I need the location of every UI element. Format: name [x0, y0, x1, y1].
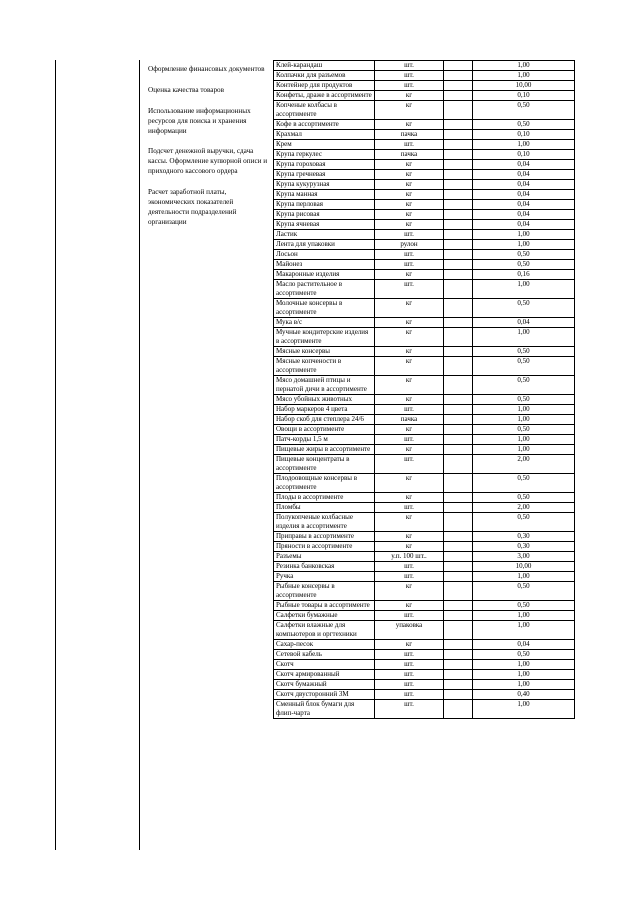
unit-cell: шт.	[375, 572, 444, 582]
table-row	[274, 670, 575, 680]
unit-cell: кг	[375, 190, 444, 200]
item-name-cell: Крупа манная	[274, 190, 375, 200]
empty-cell	[444, 513, 473, 532]
quantity-cell: 1,00	[473, 621, 575, 640]
unit-cell: кг	[375, 582, 444, 601]
empty-cell	[444, 660, 473, 670]
competency-item: Оформление финансовых документов	[148, 65, 265, 73]
quantity-cell: 1,00	[473, 230, 575, 240]
quantity-cell: 0,04	[473, 640, 575, 650]
quantity-cell: 1,00	[473, 445, 575, 455]
unit-cell: кг	[375, 493, 444, 503]
unit-cell: кг	[375, 347, 444, 357]
item-name-cell: Ручка	[274, 572, 375, 582]
table-row	[274, 611, 575, 621]
unit-cell: у.п. 100 шт..	[375, 552, 444, 562]
unit-cell: кг	[375, 542, 444, 552]
item-name-cell: Пряности в ассортименте	[274, 542, 375, 552]
empty-cell	[444, 562, 473, 572]
item-name-cell: Мучные кондитерские изделия в ассортименте	[274, 328, 375, 347]
item-name-cell: Лента для упаковки	[274, 240, 375, 250]
quantity-cell: 0,04	[473, 200, 575, 210]
quantity-cell: 1,00	[473, 240, 575, 250]
quantity-cell: 0,50	[473, 601, 575, 611]
item-name-cell: Клей-карандаш	[274, 61, 375, 71]
empty-cell	[444, 230, 473, 240]
unit-cell: кг	[375, 299, 444, 318]
unit-cell: шт.	[375, 455, 444, 474]
item-name-cell: Крупа гороховая	[274, 160, 375, 170]
table-row	[274, 328, 575, 347]
unit-cell: кг	[375, 532, 444, 542]
unit-cell: кг	[375, 160, 444, 170]
item-name-cell: Мясные консервы	[274, 347, 375, 357]
item-name-cell: Скотч бумажный	[274, 680, 375, 690]
quantity-cell: 1,00	[473, 280, 575, 299]
quantity-cell: 1,00	[473, 328, 575, 347]
empty-cell	[444, 474, 473, 493]
table-row	[274, 160, 575, 170]
unit-cell: кг	[375, 270, 444, 280]
unit-cell: кг	[375, 445, 444, 455]
unit-cell: шт.	[375, 280, 444, 299]
item-name-cell: Мука в/с	[274, 318, 375, 328]
empty-cell	[444, 190, 473, 200]
unit-cell: шт.	[375, 611, 444, 621]
competency-item: Подсчет денежной выручки, сдача кассы. Оформление купюрной описи и приходного кассового ордера	[148, 147, 268, 176]
item-name-cell: Полукопченые колбасные изделия в ассортименте	[274, 513, 375, 532]
unit-cell: кг	[375, 601, 444, 611]
item-name-cell: Майонез	[274, 260, 375, 270]
quantity-cell: 0,04	[473, 160, 575, 170]
item-name-cell: Плоды в ассортименте	[274, 493, 375, 503]
unit-cell: кг	[375, 395, 444, 405]
quantity-cell: 0,50	[473, 493, 575, 503]
unit-cell: шт.	[375, 680, 444, 690]
quantity-cell: 10,00	[473, 562, 575, 572]
unit-cell: шт.	[375, 700, 444, 719]
item-name-cell: Ластик	[274, 230, 375, 240]
inventory-table	[273, 60, 575, 719]
item-name-cell: Рыбные товары в ассортименте	[274, 601, 375, 611]
empty-cell	[444, 572, 473, 582]
table-row	[274, 700, 575, 719]
table-row	[274, 395, 575, 405]
quantity-cell: 0,50	[473, 425, 575, 435]
table-row	[274, 318, 575, 328]
competency-item: Использование информационных ресурсов для поиска и хранения информации	[148, 106, 251, 135]
item-name-cell: Пищевые жиры в ассортименте	[274, 445, 375, 455]
table-row	[274, 582, 575, 601]
table-row	[274, 280, 575, 299]
empty-cell	[444, 61, 473, 71]
item-name-cell: Крупа геркулес	[274, 150, 375, 160]
quantity-cell: 1,00	[473, 61, 575, 71]
unit-cell: кг	[375, 101, 444, 120]
quantity-cell: 0,10	[473, 91, 575, 101]
empty-cell	[444, 395, 473, 405]
unit-cell: пачка	[375, 150, 444, 160]
unit-cell: кг	[375, 91, 444, 101]
quantity-cell: 0,50	[473, 474, 575, 493]
table-row	[274, 270, 575, 280]
unit-cell: кг	[375, 318, 444, 328]
column-divider	[139, 60, 140, 850]
item-name-cell: Крупа ячневая	[274, 220, 375, 230]
quantity-cell: 1,00	[473, 611, 575, 621]
table-row	[274, 660, 575, 670]
item-name-cell: Плодоовощные консервы в ассортименте	[274, 474, 375, 493]
quantity-cell: 0,50	[473, 650, 575, 660]
table-row	[274, 435, 575, 445]
empty-cell	[444, 71, 473, 81]
unit-cell: кг	[375, 180, 444, 190]
empty-cell	[444, 250, 473, 260]
item-name-cell: Скотч двусторонний 3М	[274, 690, 375, 700]
empty-cell	[444, 582, 473, 601]
competency-list	[148, 64, 274, 238]
table-row	[274, 425, 575, 435]
table-row	[274, 170, 575, 180]
table-row	[274, 101, 575, 120]
table-row	[274, 455, 575, 474]
table-row	[274, 180, 575, 190]
empty-cell	[444, 120, 473, 130]
item-name-cell: Крупа гречневая	[274, 170, 375, 180]
quantity-cell: 1,00	[473, 71, 575, 81]
empty-cell	[444, 299, 473, 318]
table-row	[274, 81, 575, 91]
item-name-cell: Скотч	[274, 660, 375, 670]
quantity-cell: 0,50	[473, 376, 575, 395]
empty-cell	[444, 91, 473, 101]
quantity-cell: 2,00	[473, 455, 575, 474]
unit-cell: кг	[375, 120, 444, 130]
empty-cell	[444, 280, 473, 299]
empty-cell	[444, 670, 473, 680]
item-name-cell: Салфетки влажные для компьютеров и оргтехники	[274, 621, 375, 640]
quantity-cell: 0,30	[473, 542, 575, 552]
empty-cell	[444, 318, 473, 328]
competency-item: Расчет заработной платы, экономических показателей деятельности подразделений организации	[148, 188, 237, 227]
empty-cell	[444, 650, 473, 660]
unit-cell: кг	[375, 474, 444, 493]
table-row	[274, 405, 575, 415]
quantity-cell: 0,50	[473, 101, 575, 120]
unit-cell: шт.	[375, 660, 444, 670]
table-row	[274, 210, 575, 220]
unit-cell: кг	[375, 425, 444, 435]
quantity-cell: 0,10	[473, 150, 575, 160]
quantity-cell: 0,50	[473, 347, 575, 357]
unit-cell: рулон	[375, 240, 444, 250]
quantity-cell: 0,04	[473, 318, 575, 328]
table-row	[274, 552, 575, 562]
quantity-cell: 1,00	[473, 415, 575, 425]
table-row	[274, 562, 575, 572]
quantity-cell: 0,50	[473, 395, 575, 405]
item-name-cell: Крем	[274, 140, 375, 150]
quantity-cell: 1,00	[473, 670, 575, 680]
page-border-left	[55, 60, 56, 850]
table-row	[274, 474, 575, 493]
empty-cell	[444, 160, 473, 170]
item-name-cell: Конфеты, драже в ассортименте	[274, 91, 375, 101]
empty-cell	[444, 200, 473, 210]
empty-cell	[444, 81, 473, 91]
quantity-cell: 0,50	[473, 250, 575, 260]
unit-cell: кг	[375, 513, 444, 532]
table-row	[274, 71, 575, 81]
unit-cell: шт.	[375, 140, 444, 150]
unit-cell: шт.	[375, 405, 444, 415]
table-row	[274, 190, 575, 200]
empty-cell	[444, 270, 473, 280]
empty-cell	[444, 260, 473, 270]
empty-cell	[444, 357, 473, 376]
quantity-cell: 0,04	[473, 170, 575, 180]
unit-cell: кг	[375, 640, 444, 650]
empty-cell	[444, 680, 473, 690]
item-name-cell: Пломбы	[274, 503, 375, 513]
quantity-cell: 0,40	[473, 690, 575, 700]
quantity-cell: 0,50	[473, 357, 575, 376]
unit-cell: шт.	[375, 562, 444, 572]
item-name-cell: Колпачки для разъемов	[274, 71, 375, 81]
table-row	[274, 532, 575, 542]
unit-cell: шт.	[375, 503, 444, 513]
table-row	[274, 200, 575, 210]
competency-item: Оценка качества товаров	[148, 85, 225, 94]
empty-cell	[444, 542, 473, 552]
table-row	[274, 150, 575, 160]
item-name-cell: Набор маркеров 4 цвета	[274, 405, 375, 415]
quantity-cell: 0,04	[473, 220, 575, 230]
item-name-cell: Сахар-песок	[274, 640, 375, 650]
item-name-cell: Набор скоб для степлера 24/6	[274, 415, 375, 425]
empty-cell	[444, 220, 473, 230]
quantity-cell: 0,50	[473, 582, 575, 601]
empty-cell	[444, 347, 473, 357]
quantity-cell: 2,00	[473, 503, 575, 513]
quantity-cell: 0,50	[473, 513, 575, 532]
table-row	[274, 130, 575, 140]
empty-cell	[444, 621, 473, 640]
empty-cell	[444, 455, 473, 474]
unit-cell: кг	[375, 170, 444, 180]
table-row	[274, 690, 575, 700]
table-row	[274, 120, 575, 130]
table-row	[274, 640, 575, 650]
quantity-cell: 1,00	[473, 140, 575, 150]
quantity-cell: 1,00	[473, 680, 575, 690]
table-row	[274, 260, 575, 270]
unit-cell: кг	[375, 200, 444, 210]
table-row	[274, 61, 575, 71]
empty-cell	[444, 240, 473, 250]
quantity-cell: 10,00	[473, 81, 575, 91]
empty-cell	[444, 376, 473, 395]
empty-cell	[444, 690, 473, 700]
empty-cell	[444, 532, 473, 542]
item-name-cell: Патч-корды 1,5 м	[274, 435, 375, 445]
unit-cell: пачка	[375, 130, 444, 140]
item-name-cell: Пищевые концентраты в ассортименте	[274, 455, 375, 474]
quantity-cell: 0,50	[473, 299, 575, 318]
empty-cell	[444, 101, 473, 120]
item-name-cell: Крахмал	[274, 130, 375, 140]
item-name-cell: Сетевой кабель	[274, 650, 375, 660]
item-name-cell: Разъемы	[274, 552, 375, 562]
unit-cell: упаковка	[375, 621, 444, 640]
empty-cell	[444, 405, 473, 415]
table-row	[274, 376, 575, 395]
table-row	[274, 347, 575, 357]
unit-cell: кг	[375, 328, 444, 347]
unit-cell: кг	[375, 376, 444, 395]
unit-cell: шт.	[375, 81, 444, 91]
item-name-cell: Крупа кукурузная	[274, 180, 375, 190]
item-name-cell: Рыбные консервы в ассортименте	[274, 582, 375, 601]
empty-cell	[444, 425, 473, 435]
unit-cell: шт.	[375, 690, 444, 700]
item-name-cell: Копченые колбасы в ассортименте	[274, 101, 375, 120]
unit-cell: шт.	[375, 71, 444, 81]
empty-cell	[444, 700, 473, 719]
table-row	[274, 650, 575, 660]
empty-cell	[444, 493, 473, 503]
quantity-cell: 1,00	[473, 405, 575, 415]
table-row	[274, 250, 575, 260]
table-row	[274, 91, 575, 101]
table-row	[274, 542, 575, 552]
table-row	[274, 621, 575, 640]
unit-cell: шт.	[375, 650, 444, 660]
unit-cell: шт.	[375, 435, 444, 445]
unit-cell: шт.	[375, 670, 444, 680]
table-row	[274, 493, 575, 503]
unit-cell: шт.	[375, 61, 444, 71]
quantity-cell: 3,00	[473, 552, 575, 562]
table-row	[274, 357, 575, 376]
empty-cell	[444, 130, 473, 140]
unit-cell: пачка	[375, 415, 444, 425]
item-name-cell: Масло растительное в ассортименте	[274, 280, 375, 299]
table-row	[274, 445, 575, 455]
empty-cell	[444, 415, 473, 425]
item-name-cell: Контейнер для продуктов	[274, 81, 375, 91]
table-row	[274, 513, 575, 532]
table-row	[274, 299, 575, 318]
unit-cell: кг	[375, 220, 444, 230]
item-name-cell: Мясо убойных животных	[274, 395, 375, 405]
quantity-cell: 0,50	[473, 120, 575, 130]
item-name-cell: Приправы в ассортименте	[274, 532, 375, 542]
table-row	[274, 415, 575, 425]
item-name-cell: Скотч армированный	[274, 670, 375, 680]
item-name-cell: Макаронные изделия	[274, 270, 375, 280]
item-name-cell: Резинка банковская	[274, 562, 375, 572]
table-row	[274, 240, 575, 250]
table-row	[274, 503, 575, 513]
item-name-cell: Овощи в ассортименте	[274, 425, 375, 435]
table-row	[274, 140, 575, 150]
item-name-cell: Крупа рисовая	[274, 210, 375, 220]
empty-cell	[444, 435, 473, 445]
table-row	[274, 220, 575, 230]
empty-cell	[444, 611, 473, 621]
quantity-cell: 0,30	[473, 532, 575, 542]
empty-cell	[444, 328, 473, 347]
empty-cell	[444, 150, 473, 160]
quantity-cell: 0,04	[473, 210, 575, 220]
item-name-cell: Лосьон	[274, 250, 375, 260]
table-row	[274, 601, 575, 611]
table-row	[274, 680, 575, 690]
quantity-cell: 0,50	[473, 260, 575, 270]
quantity-cell: 0,04	[473, 190, 575, 200]
empty-cell	[444, 210, 473, 220]
unit-cell: кг	[375, 210, 444, 220]
unit-cell: шт.	[375, 260, 444, 270]
quantity-cell: 1,00	[473, 572, 575, 582]
unit-cell: шт.	[375, 250, 444, 260]
quantity-cell: 0,16	[473, 270, 575, 280]
empty-cell	[444, 640, 473, 650]
table-row	[274, 230, 575, 240]
item-name-cell: Кофе в ассортименте	[274, 120, 375, 130]
empty-cell	[444, 552, 473, 562]
empty-cell	[444, 445, 473, 455]
empty-cell	[444, 170, 473, 180]
empty-cell	[444, 180, 473, 190]
unit-cell: шт.	[375, 230, 444, 240]
item-name-cell: Молочные консервы в ассортименте	[274, 299, 375, 318]
empty-cell	[444, 503, 473, 513]
quantity-cell: 0,04	[473, 180, 575, 190]
table-row	[274, 572, 575, 582]
item-name-cell: Крупа перловая	[274, 200, 375, 210]
quantity-cell: 1,00	[473, 660, 575, 670]
item-name-cell: Мясо домашней птицы и пернатой дичи в ассортименте	[274, 376, 375, 395]
item-name-cell: Мясные копчености в ассортименте	[274, 357, 375, 376]
quantity-cell: 1,00	[473, 435, 575, 445]
quantity-cell: 0,10	[473, 130, 575, 140]
item-name-cell: Салфетки бумажные	[274, 611, 375, 621]
item-name-cell: Сменный блок бумаги для флип-чарта	[274, 700, 375, 719]
unit-cell: кг	[375, 357, 444, 376]
empty-cell	[444, 140, 473, 150]
quantity-cell: 1,00	[473, 700, 575, 719]
empty-cell	[444, 601, 473, 611]
